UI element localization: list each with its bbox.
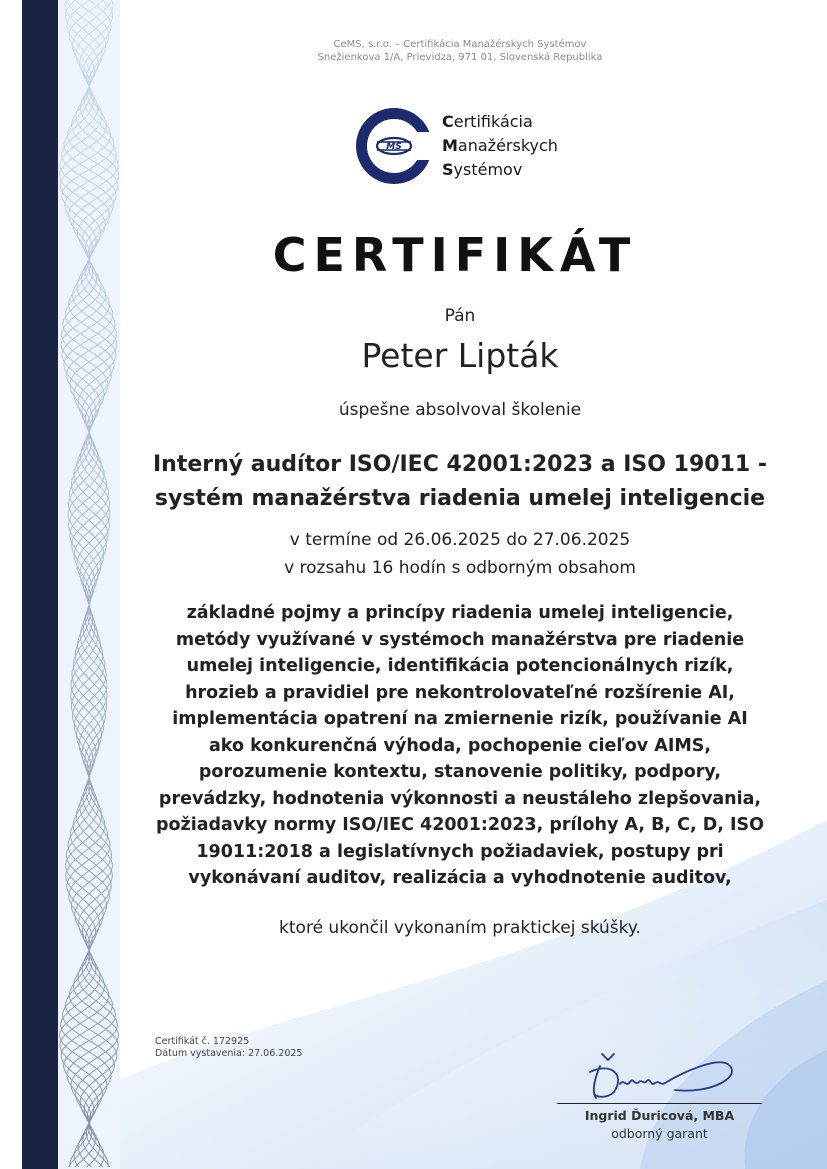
passed-text: úspešne absolvoval školenie — [338, 400, 582, 420]
recipient-name: Peter Lipták — [361, 336, 559, 375]
content-line: umelej inteligencie, identifikácia potencionálnych rizík, — [186, 656, 734, 676]
course-content — [120, 600, 800, 892]
content-line: prevádzky, hodnotenia výkonnosti a neustáleho zlepšovania, — [158, 788, 762, 809]
course-term — [120, 526, 800, 582]
issuer-address: Snežienkova 1/A, Prievidza, 971 01, Slovenská Republika — [317, 52, 603, 63]
final-statement: ktoré ukončil vykonaním praktickej skúšky. — [279, 918, 641, 938]
content-line: hrozieb a pravidiel pre nekontrolovateľné rozšírenie AI, — [185, 682, 735, 703]
course-title-line: systém manažérstva riadenia umelej inteligencie — [154, 486, 766, 511]
course-scope: v rozsahu 16 hodín s odborným obsahom — [284, 558, 636, 578]
content-line: požiadavky normy ISO/IEC 42001:2023, prílohy A, B, C, D, ISO — [155, 815, 765, 835]
course-title — [120, 448, 800, 516]
content-line: základné pojmy a princípy riadenia umelej inteligencie, — [186, 603, 734, 623]
signatory-role: odborný garant — [611, 1126, 708, 1141]
logo-wordmark: Certifikácia Manažérskych Systémov — [442, 112, 558, 179]
certificate-issue-date: Dátum vystavenia: 27.06.2025 — [155, 1048, 303, 1059]
content-line: porozumenie kontextu, stanovenie politiky, podpory, — [198, 762, 722, 782]
signature-line — [557, 1103, 762, 1104]
issuer-name: CeMS, s.r.o. – Certifikácia Manažérskych Systémov — [333, 39, 587, 50]
left-dark-bar — [22, 0, 58, 1169]
certificate-number: Certifikát č. 172925 — [155, 1036, 250, 1047]
content-line: ako konkurenčná výhoda, pochopenie cieľov AIMS, — [209, 735, 711, 756]
salutation: Pán — [444, 306, 476, 326]
content-line: 19011:2018 a legislatívnych požiadaviek, postupy pri — [196, 841, 724, 862]
issuer-header — [250, 38, 670, 64]
handwritten-signature — [580, 1044, 750, 1104]
content-line: metódy využívané v systémoch manažérstva pre riadenie — [175, 629, 745, 650]
logo-mark-text: MS — [386, 142, 402, 152]
course-title-line: Interný audítor ISO/IEC 42001:2023 a ISO 19011 - — [153, 452, 767, 477]
certificate-info — [155, 1036, 302, 1060]
content-line: implementácia opatrení na zmiernenie rizík, používanie AI — [172, 709, 748, 729]
guilloche-border — [58, 0, 120, 1169]
content-line: vykonávaní auditov, realizácia a vyhodnotenie auditov, — [188, 868, 732, 888]
certificate-title: CERTIFIKÁT — [272, 228, 638, 282]
signatory-name: Ingrid Ďuricová, MBA — [584, 1108, 735, 1123]
course-dates: v termíne od 26.06.2025 do 27.06.2025 — [289, 530, 631, 550]
